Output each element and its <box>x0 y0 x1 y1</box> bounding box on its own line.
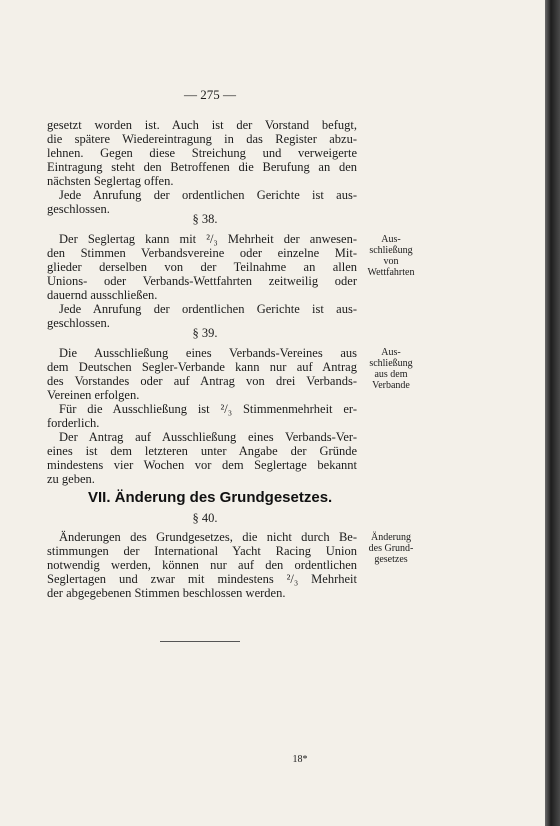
text-line: stimmungen der International Yacht Racing Union <box>47 544 357 558</box>
margin-note-line: Verbande <box>372 380 410 391</box>
margin-note-line: Aus- <box>381 234 401 245</box>
text-line: Jede Anrufung der ordentlichen Gerichte ist aus- <box>59 302 357 316</box>
text-line: Der Seglertag kann mit ²/₃ Mehrheit der anwesen- <box>59 232 357 246</box>
text-line: geschlossen. <box>47 316 110 330</box>
text-line: Die Ausschließung eines Verbands-Vereines aus <box>59 346 357 360</box>
text-line: eines ist dem letzteren unter Angabe der Gründe <box>47 444 357 458</box>
margin-note-line: schließung <box>369 358 413 369</box>
text-line: gesetzt worden ist. Auch ist der Vorstand befugt, <box>47 118 357 132</box>
text-line: nächsten Seglertag offen. <box>47 174 174 188</box>
text-line: Jede Anrufung der ordentlichen Gerichte ist aus- <box>59 188 357 202</box>
section-heading: § 38. <box>192 212 218 226</box>
text-line: mindestens vier Wochen vor dem Seglertage bekannt <box>47 458 357 472</box>
margin-note-line: von <box>383 256 399 267</box>
margin-note-line: Aus- <box>381 347 401 358</box>
text-line: Unions- oder Verbands-Wettfahrten zeitweilig oder <box>47 274 357 288</box>
text-line: dem Deutschen Segler-Verbande kann nur auf Antrag <box>47 360 357 374</box>
chapter-heading: VII. Änderung des Grundgesetzes. <box>88 489 333 506</box>
text-line: lehnen. Gegen diese Streichung und verweigerte <box>47 146 357 160</box>
section-heading: § 40. <box>192 511 218 525</box>
page-number: — 275 — <box>184 87 236 102</box>
text-line: Vereinen erfolgen. <box>47 388 140 402</box>
text-line: Eintragung steht den Betroffenen die Berufung an den <box>47 160 357 174</box>
text-line: Änderungen des Grundgesetzes, die nicht durch Be- <box>59 530 357 544</box>
text-line: Für die Ausschließung ist ²/₃ Stimmenmehrheit er- <box>59 402 357 416</box>
text-line: der abgegebenen Stimmen beschlossen werden. <box>47 586 286 600</box>
text-line: dauernd ausschließen. <box>47 288 158 302</box>
text-line: Seglertagen und zwar mit mindestens ²/₃ Mehrheit <box>47 572 357 586</box>
text-line: des Vorstandes oder auf Antrag von drei Verbands- <box>47 374 357 388</box>
margin-note-line: Wettfahrten <box>367 267 415 278</box>
margin-note-line: aus dem <box>374 369 408 380</box>
text-line: glieder derselben von der Teilnahme an allen <box>47 260 357 274</box>
section-divider <box>160 641 240 642</box>
margin-note-line: gesetzes <box>374 554 408 565</box>
margin-note-line: des Grund- <box>368 543 414 554</box>
text-line: geschlossen. <box>47 202 110 216</box>
margin-note-line: Änderung <box>371 532 411 543</box>
text-line: forderlich. <box>47 416 100 430</box>
text-line: den Stimmen Verbandsvereine oder einzelne Mit- <box>47 246 357 260</box>
text-line: Der Antrag auf Ausschließung eines Verbands-Ver- <box>59 430 357 444</box>
signature-mark: 18* <box>292 754 308 765</box>
text-line: die spätere Wiedereintragung in das Register abzu- <box>47 132 357 146</box>
text-line: notwendig werden, können nur auf den ordentlichen <box>47 558 357 572</box>
text-line: zu geben. <box>47 472 95 486</box>
margin-note-line: schließung <box>369 245 413 256</box>
section-heading: § 39. <box>192 326 218 340</box>
book-binding-edge <box>545 0 560 826</box>
